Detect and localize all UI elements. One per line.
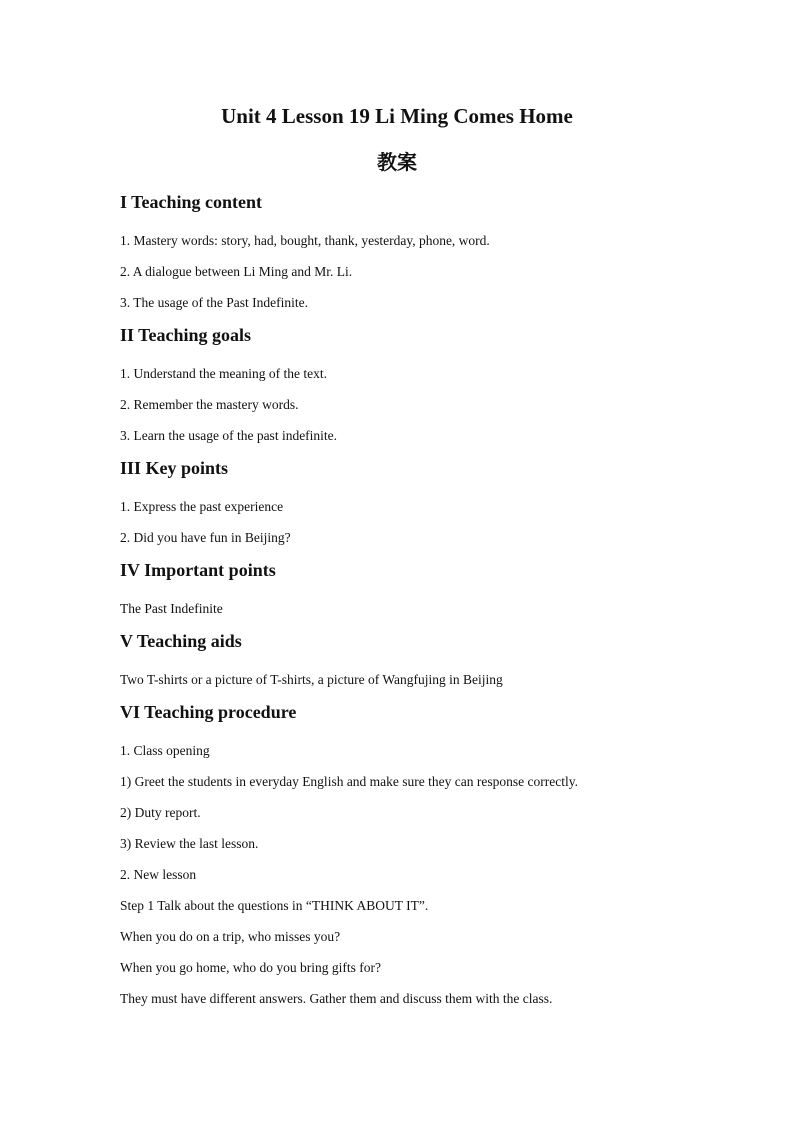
section-line: 1. Understand the meaning of the text. bbox=[120, 366, 327, 381]
section-line: 1. Class opening bbox=[120, 743, 210, 758]
section-heading: IV Important points bbox=[120, 560, 276, 580]
document-title: Unit 4 Lesson 19 Li Ming Comes Home bbox=[221, 104, 573, 128]
section-heading: V Teaching aids bbox=[120, 631, 242, 651]
section-heading: VI Teaching procedure bbox=[120, 702, 297, 722]
section-teaching-aids bbox=[120, 629, 720, 700]
section-line: 1. Express the past experience bbox=[120, 499, 284, 514]
section-line: 1) Greet the students in everyday English and make sure they can response correctly. bbox=[120, 774, 578, 789]
section-heading: I Teaching content bbox=[120, 192, 263, 212]
section-line: When you do on a trip, who misses you? bbox=[120, 929, 341, 944]
section-teaching-procedure bbox=[120, 700, 720, 1014]
section-heading: III Key points bbox=[120, 458, 229, 478]
section-line: 2) Duty report. bbox=[120, 805, 201, 820]
section-teaching-content bbox=[120, 190, 720, 323]
section-teaching-goals bbox=[120, 323, 720, 456]
section-key-points bbox=[120, 456, 720, 558]
section-important-points bbox=[120, 558, 720, 629]
document-subtitle: 教案 bbox=[377, 150, 417, 174]
section-line: 3) Review the last lesson. bbox=[120, 836, 259, 851]
section-line: 2. New lesson bbox=[120, 867, 197, 882]
section-heading: II Teaching goals bbox=[120, 325, 252, 345]
section-line: Two T-shirts or a picture of T-shirts, a picture of Wangfujing in Beijing bbox=[120, 672, 503, 687]
section-line: When you go home, who do you bring gifts for? bbox=[120, 960, 381, 975]
section-line: 2. Remember the mastery words. bbox=[120, 397, 299, 412]
section-line: Step 1 Talk about the questions in “THINK ABOUT IT”. bbox=[120, 898, 429, 913]
section-line: 2. Did you have fun in Beijing? bbox=[120, 530, 291, 545]
section-line: 2. A dialogue between Li Ming and Mr. Li. bbox=[120, 264, 353, 279]
section-line: The Past Indefinite bbox=[120, 601, 223, 616]
section-line: 1. Mastery words: story, had, bought, thank, yesterday, phone, word. bbox=[120, 233, 490, 248]
section-line: 3. Learn the usage of the past indefinite. bbox=[120, 428, 338, 443]
document-body bbox=[120, 190, 720, 1014]
section-line: They must have different answers. Gather them and discuss them with the class. bbox=[120, 991, 553, 1006]
section-line: 3. The usage of the Past Indefinite. bbox=[120, 295, 308, 310]
